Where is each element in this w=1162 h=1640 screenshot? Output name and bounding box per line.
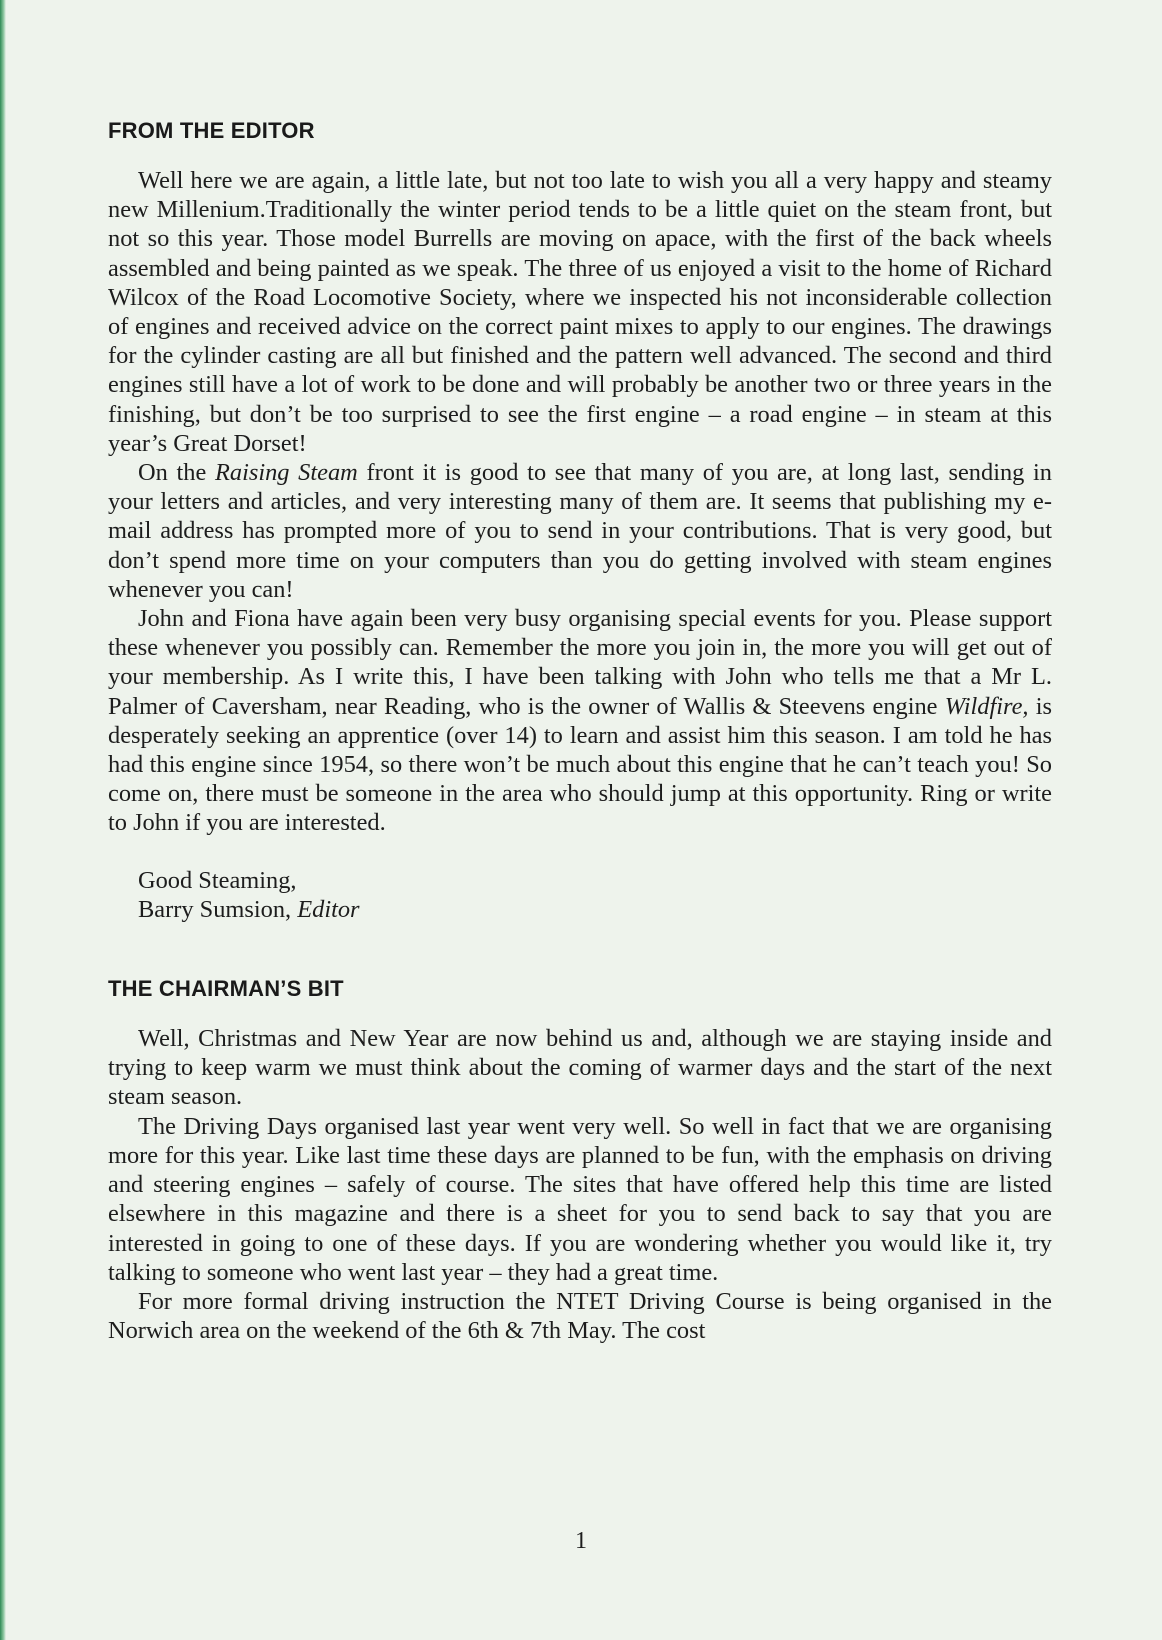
editor-paragraph-3-start: John and Fiona have again been very busy organising special events for you. Please support these whenever you possibly can. Remember the more you join in, the more you will get out of your membership. As I write this, I have been talking with John who tells me that a Mr L. Palmer of Caversham, near Reading, who is the owner of Wallis & Steevens engine: [108, 605, 1052, 720]
editor-paragraph-2: [108, 458, 1052, 604]
chairman-paragraph-3: For more formal driving instruction the NTET Driving Course is being organised in the Norwich area on the weekend of the 6th & 7th May. The cost: [108, 1287, 1052, 1345]
editor-paragraph-2-end: front it is good to see that many of you are, at long last, sending in your letters and articles, and very interesting many of them are. It seems that publishing my e-mail address has prompted more of you to send in your contributions. That is very good, but don’t spend more time on your computers than you do getting involved with steam engines whenever you can!: [108, 459, 1053, 603]
binding-edge: [0, 0, 6, 1640]
chairman-paragraph-1: Well, Christmas and New Year are now behind us and, although we are staying inside and trying to keep warm we must think about the coming of warmer days and the start of the next steam season.: [108, 1025, 1052, 1111]
signoff-greeting: Good Steaming,: [138, 866, 297, 894]
wildfire-engine-name: Wildfire,: [944, 692, 1029, 720]
page-content: [108, 118, 1052, 1345]
editor-signoff: [108, 866, 1052, 924]
editor-section: [108, 118, 1052, 924]
editor-paragraph-1: Well here we are again, a little late, but not too late to wish you all a very happy and steamy new Millenium.Traditionally the winter period tends to be a little quiet on the steam front, but not so this year. Those model Burrells are moving on apace, with the first of the back wheels assembled and being painted as we speak. The three of us enjoyed a visit to the home of Richard Wilcox of the Road Locomotive Society, where we inspected his not inconsiderable collection of engines and received advice on the correct paint mixes to apply to our engines. The drawings for the cylinder casting are all but finished and the pattern well advanced. The second and third engines still have a lot of work to be done and will probably be another two or three years in the finishing, but don’t be too surprised to see the first engine – a road engine – in steam at this year’s Great Dorset!: [108, 167, 1052, 457]
signoff-name: Barry Sumsion,: [138, 895, 298, 923]
editor-paragraph-3-end: is desperately seeking an apprentice (over 14) to learn and assist him this season. I am told he has had this engine since 1954, so there won’t be much about this engine that he can’t teach you! So come on, there must be someone in the area who should jump at this opportunity. Ring or write to John if you are interested.: [108, 692, 1052, 837]
page-number: 1: [575, 1528, 587, 1554]
chairman-section: [108, 976, 1052, 1345]
editor-paragraph-2-start: On the: [138, 459, 215, 487]
editor-heading: FROM THE EDITOR: [108, 118, 315, 143]
chairman-heading: THE CHAIRMAN’S BIT: [108, 976, 344, 1002]
editor-paragraph-3: [108, 604, 1052, 838]
raising-steam-title: Raising Steam: [214, 459, 358, 487]
chairman-paragraph-2: The Driving Days organised last year went very well. So well in fact that we are organising more for this year. Like last time these days are planned to be fun, with the emphasis on driving and steering engines – safely of course. The sites that have offered help this time are listed elsewhere in this magazine and there is a sheet for you to send back to say that you are interested in going to one of these days. If you are wondering whether you would like it, try talking to someone who went last year – they had a great time.: [108, 1112, 1052, 1286]
signoff-signature: [138, 895, 1052, 924]
signoff-role: Editor: [297, 895, 360, 923]
